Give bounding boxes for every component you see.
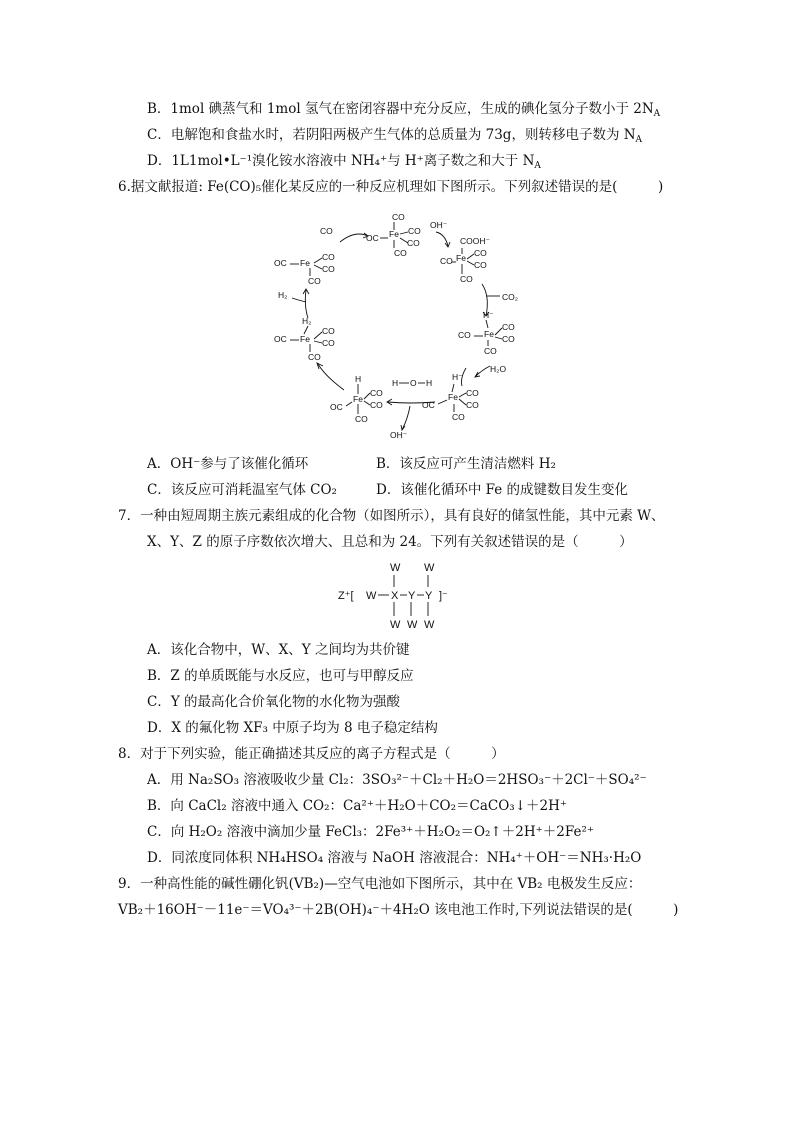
- struct-atom: Y: [408, 590, 416, 602]
- q8-option-b: B．向 CaCl₂ 溶液中通入 CO₂：Ca²⁺＋H₂O＋CO₂＝CaCO₃↓＋2H⁺: [147, 798, 568, 814]
- struct-atom: Y: [425, 590, 433, 602]
- cycle-label: H⁻: [483, 310, 494, 320]
- cycle-label: Fe: [300, 334, 310, 344]
- struct-atom: W: [424, 562, 435, 574]
- cycle-label: Fe: [300, 258, 310, 268]
- q5-option-c: C．电解饱和食盐水时，若阴阳两极产生气体的总质量为 73g，则转移电子数为 $N_A$: [147, 127, 643, 145]
- cycle-label: H: [426, 378, 433, 388]
- cycle-label: CO: [440, 256, 453, 266]
- q7-option-a: A．该化合物中，W、X、Y 之间均为共价键: [147, 642, 410, 658]
- struct-atom: W: [424, 619, 435, 631]
- cycle-label: CO: [466, 400, 479, 410]
- cycle-label: Fe: [448, 392, 458, 402]
- cycle-label: H: [355, 374, 362, 384]
- cycle-label: OC: [274, 258, 287, 268]
- cycle-label: H⁻: [452, 372, 463, 382]
- cycle-label: CO: [460, 274, 473, 284]
- cycle-label: CO: [355, 414, 368, 424]
- q8-option-c: C．向 H₂O₂ 溶液中滴加少量 FeCl₃：2Fe³⁺＋H₂O₂＝O₂↑＋2H⁺＋2Fe²⁺: [147, 824, 594, 840]
- cycle-label: CO: [392, 212, 405, 222]
- cycle-label: CO: [322, 338, 335, 348]
- q7-option-c: C．Y 的最高化合价氧化物的水化物为强酸: [147, 694, 401, 710]
- q7-stem-line1: 7．一种由短周期主族元素组成的化合物（如图所示），具有良好的储氢性能，其中元素 W、: [118, 508, 665, 524]
- cycle-label: H₂: [302, 316, 312, 326]
- cycle-label: CO: [502, 322, 515, 332]
- cycle-label: CO: [452, 412, 465, 422]
- struct-atom: W: [407, 619, 418, 631]
- q7-stem-line2: X、Y、Z 的原子序数依次增大、且总和为 24。下列有关叙述错误的是（ ）: [147, 534, 633, 550]
- q6-option-b: B．该反应可产生清洁燃料 H₂: [376, 456, 556, 472]
- compound-structure-diagram: [338, 560, 468, 632]
- struct-atom: X: [391, 590, 399, 602]
- struct-bonds: [378, 575, 428, 616]
- cycle-label: CO: [322, 252, 335, 262]
- cycle-label: CO: [502, 334, 515, 344]
- q7-option-b: B．Z 的单质既能与水反应，也可与甲醇反应: [147, 668, 414, 684]
- cycle-label: CO: [308, 276, 321, 286]
- cycle-label: CO: [320, 226, 333, 236]
- cycle-label: Fe: [456, 253, 466, 263]
- cycle-label: CO₂: [502, 292, 519, 302]
- cycle-label: Fe: [353, 394, 363, 404]
- cycle-label: CO: [474, 260, 487, 270]
- struct-atom: W: [366, 590, 377, 602]
- cycle-label: CO: [407, 238, 420, 248]
- cycle-label: CO: [408, 226, 421, 236]
- struct-atom: W: [390, 562, 401, 574]
- struct-bracket-open: Z⁺[: [338, 590, 354, 602]
- q8-option-a: A．用 Na₂SO₃ 溶液吸收少量 Cl₂：3SO₃²⁻＋Cl₂＋H₂O＝2HSO₃⁻＋2Cl⁻＋SO₄²⁻: [147, 772, 647, 788]
- q8-stem: 8．对于下列实验，能正确描述其反应的离子方程式是（ ）: [118, 746, 505, 762]
- cycle-label: CO: [474, 248, 487, 258]
- struct-atom: W: [390, 619, 401, 631]
- q6-option-c: C．该反应可消耗温室气体 CO₂: [147, 482, 337, 498]
- cycle-label: OC: [366, 233, 379, 243]
- cycle-label: CO: [370, 388, 383, 398]
- cycle-label: H₂O: [490, 364, 507, 374]
- cycle-label: CO: [458, 330, 471, 340]
- struct-bracket-close: ]⁻: [439, 590, 448, 602]
- q7-option-d: D．X 的氟化物 XF₃ 中原子均为 8 电子稳定结构: [147, 720, 438, 736]
- cycle-label: OC: [422, 400, 435, 410]
- q6-option-d: D．该催化循环中 Fe 的成键数目发生变化: [376, 482, 629, 498]
- q8-option-d: D．同浓度同体积 NH₄HSO₄ 溶液与 NaOH 溶液混合：NH₄⁺＋OH⁻＝NH₃·H₂O: [147, 850, 642, 866]
- q5-option-b: B．1mol 碘蒸气和 1mol 氢气在密闭容器中充分反应，生成的碘化氢分子数小于 $2N_A$: [147, 101, 661, 119]
- cycle-label: CO: [370, 400, 383, 410]
- q6-option-a: A．OH⁻参与了该催化循环: [147, 456, 309, 472]
- cycle-label: CO: [484, 346, 497, 356]
- q9-stem-line2: VB₂＋16OH⁻－11e⁻＝VO₄³⁻＋2B(OH)₄⁻＋4H₂O 该电池工作时,下列说法错误的是( ): [118, 902, 679, 918]
- q5-option-d: D．1L1mol•L⁻¹溴化铵水溶液中 NH₄⁺与 H⁺离子数之和大于 $N_A$: [147, 153, 541, 171]
- cycle-label: CO: [322, 264, 335, 274]
- cycle-label: H₂: [278, 290, 288, 300]
- cycle-label: Fe: [389, 229, 399, 239]
- cycle-label: CO: [308, 352, 321, 362]
- cycle-label: CO: [322, 326, 335, 336]
- cycle-label: OH⁻: [430, 220, 448, 230]
- cycle-label: O: [410, 378, 417, 388]
- q6-stem: 6.据文献报道: Fe(CO)₅催化某反应的一种反应机理如下图所示。下列叙述错误的是( ): [118, 179, 664, 195]
- cycle-label: CO: [394, 248, 407, 258]
- cycle-label: H: [392, 378, 399, 388]
- cycle-label: OH⁻: [390, 430, 408, 440]
- cycle-label: OC: [330, 402, 343, 412]
- q9-stem-line1: 9．一种高性能的碱性硼化钒(VB₂)—空气电池如下图所示，其中在 VB₂ 电极发生反应：: [118, 876, 642, 892]
- fe-co-catalytic-cycle-diagram: [270, 206, 530, 442]
- cycle-label: CO: [466, 388, 479, 398]
- cycle-label: Fe: [484, 329, 494, 339]
- cycle-label: COOH⁻: [460, 236, 490, 246]
- cycle-label: OC: [274, 334, 287, 344]
